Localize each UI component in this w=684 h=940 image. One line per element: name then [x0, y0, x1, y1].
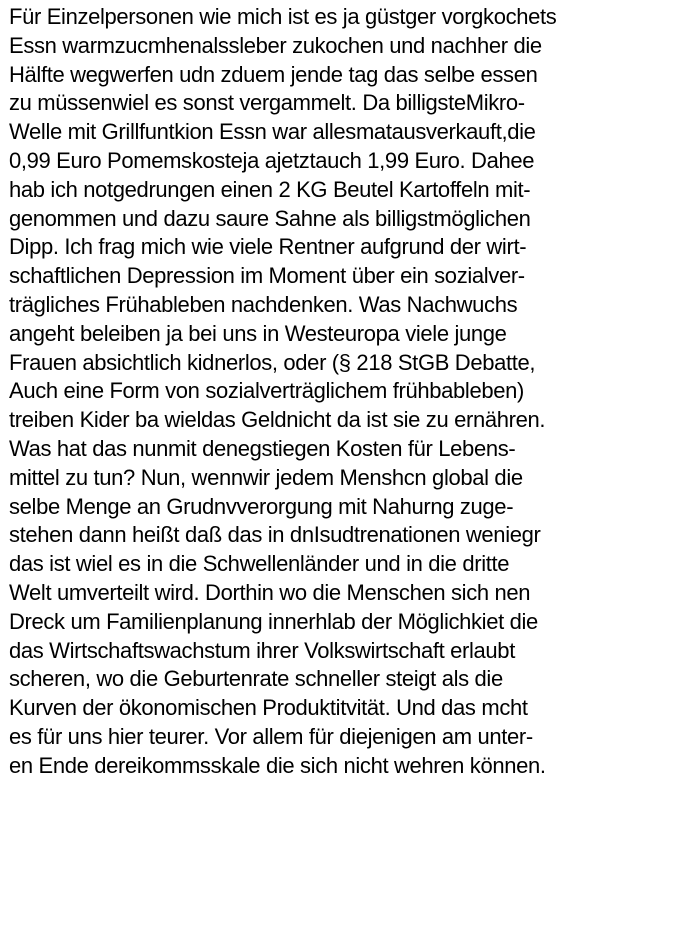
text-line: selbe Menge an Grudnvverorgung mit Nahurng zuge-: [9, 493, 514, 519]
text-line: Auch eine Form von sozialverträglichem frühbableben): [9, 378, 524, 404]
text-line: 0,99 Euro Pomemskosteja ajetztauch 1,99 Euro. Dahee: [9, 147, 535, 173]
text-line: Welle mit Grillfuntkion Essn war allesmatausverkauft,die: [9, 119, 536, 145]
text-line: scheren, wo die Geburtenrate schneller steigt als die: [9, 666, 503, 692]
text-line: treiben Kider ba wieldas Geldnicht da ist sie zu ernähren.: [9, 407, 546, 433]
text-line: en Ende dereikommsskale die sich nicht wehren können.: [9, 752, 546, 778]
text-line: Essn warmzucmhenalssleber zukochen und nachher die: [9, 32, 542, 58]
text-line: stehen dann heißt daß das in dnIsudtrenationen weniegr: [9, 522, 541, 548]
text-line: es für uns hier teurer. Vor allem für diejenigen am unter-: [9, 723, 533, 749]
text-line: Was hat das nunmit denegstiegen Kosten für Lebens-: [9, 435, 516, 461]
text-line: das ist wiel es in die Schwellenländer und in die dritte: [9, 551, 510, 577]
text-line: schaftlichen Depression im Moment über ein sozialver-: [9, 263, 525, 289]
text-line: genommen und dazu saure Sahne als billigstmöglichen: [9, 205, 531, 231]
body-paragraph: [9, 3, 681, 781]
text-line: zu müssenwiel es sonst vergammelt. Da billigsteMikro-: [9, 90, 525, 116]
text-line: hab ich notgedrungen einen 2 KG Beutel Kartoffeln mit-: [9, 176, 531, 202]
text-line: angeht beleiben ja bei uns in Westeuropa viele junge: [9, 320, 507, 346]
text-line: Hälfte wegwerfen udn zduem jende tag das selbe essen: [9, 61, 538, 87]
text-line: Dipp. Ich frag mich wie viele Rentner aufgrund der wirt-: [9, 234, 527, 260]
text-line: Dreck um Familienplanung innerhlab der Möglichkiet die: [9, 608, 538, 634]
text-line: Welt umverteilt wird. Dorthin wo die Menschen sich nen: [9, 579, 531, 605]
text-line: das Wirtschaftswachstum ihrer Volkswirtschaft erlaubt: [9, 637, 515, 663]
text-line: Für Einzelpersonen wie mich ist es ja güstger vorgkochets: [9, 4, 557, 29]
text-line: Kurven der ökonomischen Produktitvität. Und das mcht: [9, 695, 528, 721]
text-line: mittel zu tun? Nun, wennwir jedem Menshcn global die: [9, 464, 523, 490]
text-line: Frauen absichtlich kidnerlos, oder (§ 218 StGB Debatte,: [9, 349, 536, 375]
text-line: trägliches Frühableben nachdenken. Was Nachwuchs: [9, 291, 518, 317]
